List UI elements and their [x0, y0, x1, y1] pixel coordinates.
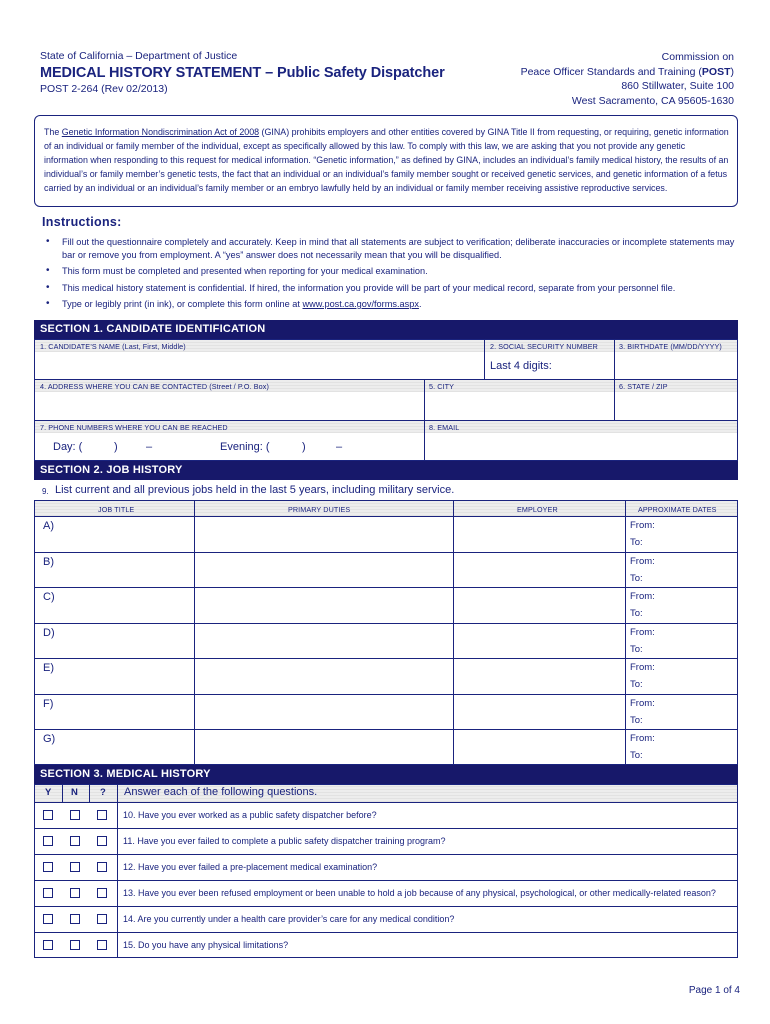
unsure-checkbox[interactable]: [97, 888, 107, 898]
primary-duties-field[interactable]: [196, 730, 452, 763]
unsure-checkbox[interactable]: [97, 862, 107, 872]
employer-field[interactable]: [455, 624, 624, 657]
job-title-field[interactable]: [36, 659, 193, 692]
unsure-checkbox[interactable]: [97, 914, 107, 924]
primary-duties-field[interactable]: [196, 553, 452, 586]
yes-checkbox[interactable]: [43, 810, 53, 820]
job-title-field[interactable]: [36, 695, 193, 728]
section3-header: SECTION 3. MEDICAL HISTORY: [34, 765, 738, 784]
yes-checkbox[interactable]: [43, 888, 53, 898]
to-date-field[interactable]: [650, 676, 736, 692]
unsure-checkbox[interactable]: [97, 810, 107, 820]
section3-instruction: Answer each of the following questions.: [124, 786, 318, 798]
question-text: 11. Have you ever failed to complete a public safety dispatcher training program?: [123, 836, 446, 846]
job-row-letter: F): [43, 697, 54, 710]
question-text: 10. Have you ever worked as a public safety dispatcher before?: [123, 810, 377, 820]
label-candidate-name: 1. CANDIDATE’S NAME (Last, First, Middle): [40, 342, 186, 351]
col-employer: EMPLOYER: [517, 505, 558, 514]
job-title-field[interactable]: [36, 553, 193, 586]
from-date-field[interactable]: [660, 553, 736, 569]
ssn-field[interactable]: [575, 353, 612, 378]
day-phone-label: Day: (: [53, 441, 83, 453]
col-job-title: JOB TITLE: [98, 505, 135, 514]
to-label: To:: [630, 679, 643, 690]
primary-duties-field[interactable]: [196, 517, 452, 550]
ssn-hint: Last 4 digits:: [490, 360, 552, 372]
no-checkbox[interactable]: [70, 914, 80, 924]
city-field[interactable]: [426, 393, 612, 419]
primary-duties-field[interactable]: [196, 588, 452, 621]
yes-checkbox[interactable]: [43, 914, 53, 924]
job-row-letter: E): [43, 662, 54, 674]
no-checkbox[interactable]: [70, 888, 80, 898]
question-text: 12. Have you ever failed a pre-placement medical examination?: [123, 862, 378, 872]
label-city: 5. CITY: [429, 382, 455, 391]
header-left: [40, 50, 445, 95]
job-title-field[interactable]: [36, 588, 193, 621]
street-line: 860 Stillwater, Suite 100: [621, 80, 734, 92]
forms-link[interactable]: www.post.ca.gov/forms.aspx: [302, 299, 419, 309]
from-label: From:: [630, 520, 655, 531]
to-date-field[interactable]: [650, 641, 736, 657]
page-number: Page 1 of 4: [688, 985, 740, 996]
evening-phone-label: Evening: (: [220, 441, 270, 453]
no-checkbox[interactable]: [70, 862, 80, 872]
from-label: From:: [630, 591, 655, 602]
instruction-item: • Fill out the questionnaire completely and accurately. Keep in mind that all statements are subject to verification; deliberate inaccuracies or incomplete statements may bar or remove you from employment. A “yes” answer does not necessarily mean that you will be disqualified.: [44, 236, 744, 261]
to-label: To:: [630, 750, 643, 761]
employer-field[interactable]: [455, 588, 624, 621]
instructions-title: Instructions:: [42, 215, 122, 229]
from-label: From:: [630, 626, 655, 638]
instruction-item: • Type or legibly print (in ink), or complete this form online at www.post.ca.gov/forms.aspx.: [44, 298, 744, 311]
from-label: From:: [630, 697, 655, 709]
employer-field[interactable]: [455, 553, 624, 586]
col-primary-duties: PRIMARY DUTIES: [288, 505, 351, 514]
section1-header: SECTION 1. CANDIDATE IDENTIFICATION: [34, 320, 738, 339]
label-birthdate: 3. BIRTHDATE (MM/DD/YYYY): [619, 342, 722, 351]
job-row-letter: B): [43, 555, 54, 568]
from-date-field[interactable]: [660, 588, 736, 604]
job-title-field[interactable]: [36, 730, 193, 763]
city-line: West Sacramento, CA 95605-1630: [571, 94, 734, 107]
agency-name: State of California – Department of Justice: [40, 50, 238, 62]
gina-notice: The Genetic Information Nondiscrimination Act of 2008 (GINA) prohibits employers and other entities covered by GINA Title II from requesting, or requiring, genetic information of an individual or family member of the individual, except as specifically allowed by this law. To comply with this law, we are asking that you not provide any genetic information when responding to this request for medical information. “Genetic information,” as defined by GINA, includes an individual’s family medical history, the results of an individual’s or family member’s genetic tests, the fact that an individual or an individual’s family member sought or received genetic services, and genetic information of a fetus carried by an individual or an individual’s family member or an embryo lawfully held by an individual or family member receiving assistive reproductive services.: [34, 115, 738, 207]
question-text: 14. Are you currently under a health care provider’s care for any medical condition?: [123, 914, 455, 924]
to-label: To:: [630, 608, 643, 619]
from-date-field[interactable]: [660, 517, 736, 533]
yes-checkbox[interactable]: [43, 836, 53, 846]
birthdate-field[interactable]: [616, 353, 736, 378]
label-state-zip: 6. STATE / ZIP: [619, 382, 668, 391]
section2-header: SECTION 2. JOB HISTORY: [34, 461, 738, 480]
form-title: MEDICAL HISTORY STATEMENT – Public Safety Dispatcher: [40, 65, 445, 81]
from-label: From:: [630, 662, 655, 673]
job-title-field[interactable]: [36, 624, 193, 657]
to-label: To:: [630, 572, 643, 584]
col-approx-dates: APPROXIMATE DATES: [638, 505, 717, 514]
instructions-list: [44, 236, 744, 315]
label-email: 8. EMAIL: [429, 423, 460, 432]
post-line: Peace Officer Standards and Training (POST): [520, 65, 734, 78]
instruction-item: • This medical history statement is confidential. If hired, the information you provide will be part of your medical record, separate from your personnel file.: [44, 282, 744, 295]
to-date-field[interactable]: [650, 605, 736, 621]
label-phone: 7. PHONE NUMBERS WHERE YOU CAN BE REACHED: [40, 423, 228, 432]
to-label: To:: [630, 714, 643, 726]
q9-text: List current and all previous jobs held in the last 5 years, including military service.: [55, 484, 455, 496]
primary-duties-field[interactable]: [196, 695, 452, 728]
from-date-field[interactable]: [660, 695, 736, 711]
from-label: From:: [630, 733, 655, 744]
label-address: 4. ADDRESS WHERE YOU CAN BE CONTACTED (Street / P.O. Box): [40, 382, 269, 391]
col-yes: Y: [45, 787, 52, 798]
job-title-field[interactable]: [36, 517, 193, 550]
job-row-letter: A): [43, 520, 54, 532]
from-date-field[interactable]: [660, 730, 736, 746]
label-ssn: 2. SOCIAL SECURITY NUMBER: [490, 342, 598, 351]
no-checkbox[interactable]: [70, 810, 80, 820]
employer-field[interactable]: [455, 730, 624, 763]
yes-checkbox[interactable]: [43, 940, 53, 950]
unsure-checkbox[interactable]: [97, 940, 107, 950]
evening-phone-field[interactable]: [275, 436, 415, 458]
instruction-item: • This form must be completed and presented when reporting for your medical examination.: [44, 265, 744, 278]
employer-field[interactable]: [455, 659, 624, 692]
no-checkbox[interactable]: [70, 836, 80, 846]
from-date-field[interactable]: [660, 624, 736, 640]
candidate-name-field[interactable]: [36, 353, 482, 378]
no-checkbox[interactable]: [70, 940, 80, 950]
from-label: From:: [630, 555, 655, 567]
job-row-letter: C): [43, 591, 55, 603]
form-number: POST 2-264 (Rev 02/2013): [40, 83, 168, 95]
job-row-letter: G): [43, 733, 56, 745]
day-phone-field[interactable]: [90, 436, 200, 458]
col-no: N: [71, 787, 78, 798]
unsure-checkbox[interactable]: [97, 836, 107, 846]
employer-field[interactable]: [455, 695, 624, 728]
commission-line: Commission on: [661, 51, 734, 63]
to-date-field[interactable]: [650, 570, 736, 586]
header-right: [521, 50, 734, 108]
employer-field[interactable]: [455, 517, 624, 550]
state-zip-field[interactable]: [616, 393, 736, 419]
question-text: 15. Do you have any physical limitations?: [123, 940, 289, 950]
address-field[interactable]: [36, 393, 422, 419]
from-date-field[interactable]: [660, 659, 736, 675]
primary-duties-field[interactable]: [196, 659, 452, 692]
to-date-field[interactable]: [650, 747, 736, 763]
job-row-letter: D): [43, 626, 55, 639]
to-date-field[interactable]: [650, 712, 736, 728]
email-field[interactable]: [426, 434, 736, 459]
to-date-field[interactable]: [650, 534, 736, 550]
col-unsure: ?: [100, 787, 106, 798]
gina-link[interactable]: Genetic Information Nondiscrimination Act of 2008: [61, 127, 260, 137]
to-label: To:: [630, 537, 643, 548]
yes-checkbox[interactable]: [43, 862, 53, 872]
primary-duties-field[interactable]: [196, 624, 452, 657]
question-text: 13. Have you ever been refused employment or been unable to hold a job because of any physical, psychological, or other medically-related reason?: [123, 888, 716, 898]
to-label: To:: [630, 643, 643, 655]
